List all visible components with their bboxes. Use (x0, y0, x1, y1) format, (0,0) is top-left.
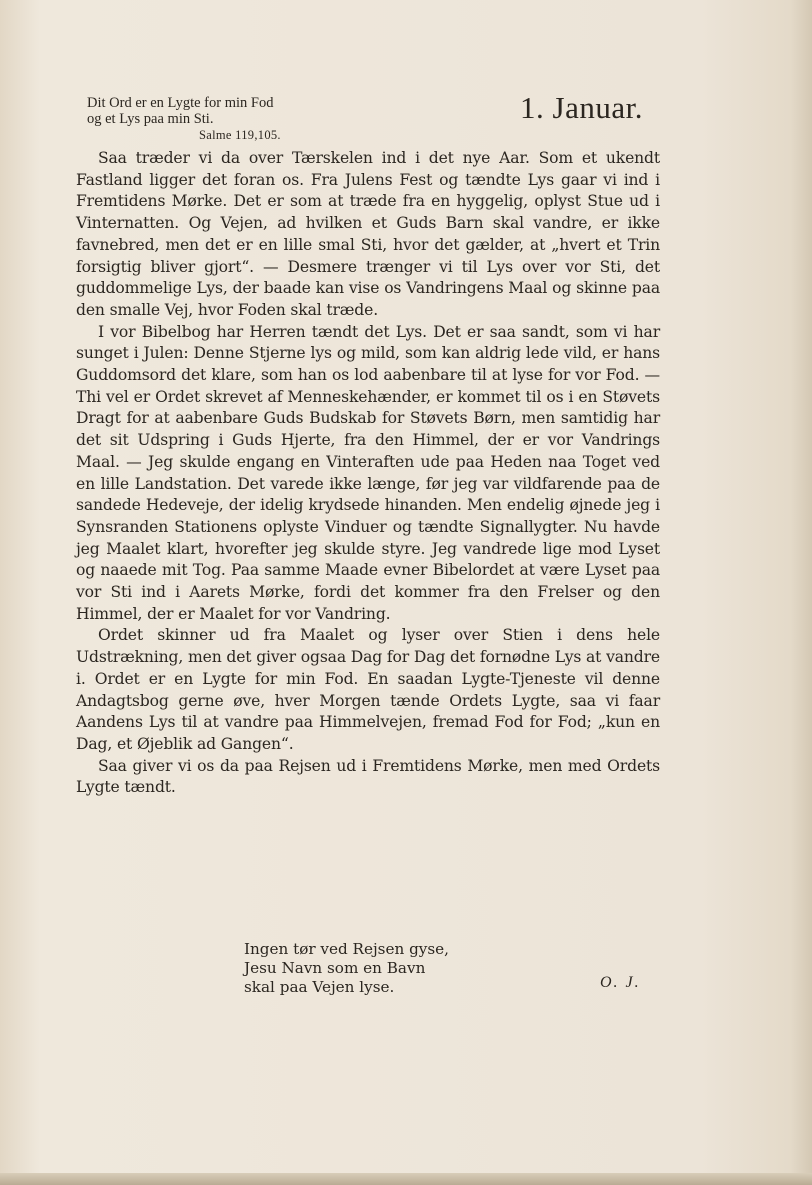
paragraph: Saa træder vi da over Tærskelen ind i det nye Aar. Som et ukendt Fastland ligger det foran os. Fra Julens Fest og tændte Lys gaar vi ind i Fremtidens Mørke. Det er som at træde fra en hyggelig, oplyst Stue ud i Vinternatten. Og Vejen, ad hvilken et Guds Barn skal vandre, er ikke favnebred, men det er en lille smal Sti, hvor det gælder, at „hvert et Trin forsigtig bliver gjort“. — Desmere trænger vi til Lys over vor Sti, det guddommelige Lys, der baade kan vise os Vandringens Maal og skinne paa den smalle Vej, hvor Foden skal træde. (76, 149, 660, 319)
scripture-motto (87, 95, 387, 143)
verse-line-3: skal paa Vejen lyse. (244, 978, 395, 996)
paragraph: Ordet skinner ud fra Maalet og lyser over Stien i dens hele Udstrækning, men det giver ogsaa Dag for Dag det fornødne Lys at vandre i. Ordet er en Lygte for min Fod. En saadan Lygte-Tjeneste vil denne Andagtsbog gerne øve, hver Morgen tænde Ordets Lygte, saa vi faar Aandens Lys til at vandre paa Himmelvejen, fremad Fod for Fod; „kun en Dag, et Øjeblik ad Gangen“. (76, 626, 660, 753)
verse-line-1: Ingen tør ved Rejsen gyse, (244, 940, 449, 958)
motto-line-1: Dit Ord er en Lygte for min Fod (87, 95, 274, 111)
verse-line-2: Jesu Navn som en Bavn (244, 959, 426, 977)
motto-reference: Salme 119,105. (199, 128, 281, 142)
closing-verse (244, 940, 449, 997)
devotional-text (76, 148, 660, 799)
paragraph: I vor Bibelbog har Herren tændt det Lys. Det er saa sandt, som vi har sunget i Julen: Denne Stjerne lys og mild, som kan aldrig lede vild, er hans Guddomsord det klare, som han os lod aabenbare til at lyse for vor Fod. — Thi vel er Ordet skrevet af Menneskehænder, er kommet til os i en Støvets Dragt for at aabenbare Guds Budskab for Støvets Børn, men samtidig har det sit Udspring i Guds Hjerte, fra den Himmel, der er vor Vandrings Maal. — Jeg skulde engang en Vinteraften ude paa Heden naa Toget ved en lille Landstation. Det varede ikke længe, før jeg var vildfarende paa de sandede Hedeveje, der idelig krydsede hinanden. Men endelig øjnede jeg i Synsranden Stationens oplyste Vinduer og tændte Signallygter. Nu havde jeg Maalet klart, hvorefter jeg skulde styre. Jeg vandrede lige mod Lyset og naaede mit Tog. Paa samme Maade evner Bibelordet at være Lyset paa vor Sti ind i Aarets Mørke, fordi det kommer fra den Frelser og den Himmel, der er Maalet for vor Vandring. (76, 322, 660, 623)
date-heading: 1. Januar. (520, 90, 643, 125)
author-signature: O. J. (600, 974, 641, 991)
page-edge (0, 1173, 812, 1185)
paragraph: Saa giver vi os da paa Rejsen ud i Fremtidens Mørke, men med Ordets Lygte tændt. (76, 756, 660, 797)
motto-line-2: og et Lys paa min Sti. (87, 111, 214, 127)
